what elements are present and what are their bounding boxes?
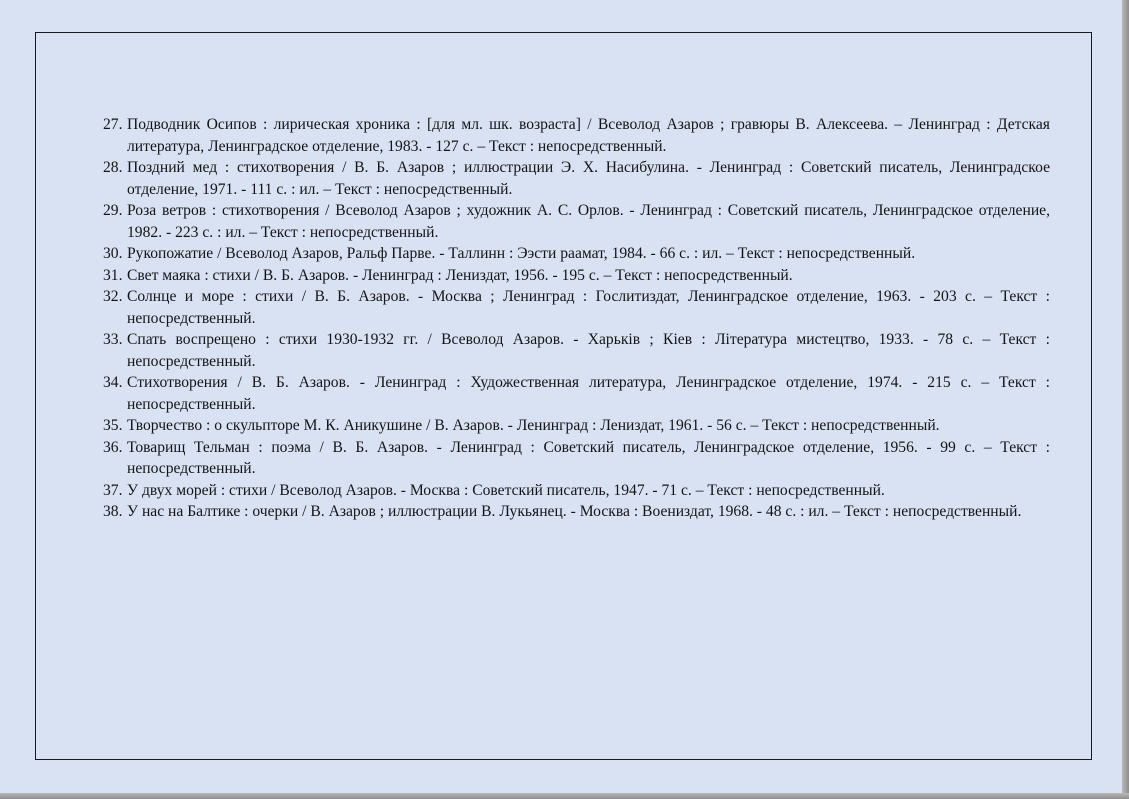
entry-text: Рукопожатие / Всеволод Азаров, Ральф Парве. - Таллинн : Ээсти раамат, 1984. - 66 с. : ил. – Текст : непосредственный.: [127, 245, 916, 262]
entry-number: 33.: [103, 331, 123, 348]
bibliography-entry-34: [103, 372, 1050, 415]
entry-text: У двух морей : стихи / Всеволод Азаров. - Москва : Советский писатель, 1947. - 71 с. – Текст : непосредственный.: [127, 481, 885, 499]
entry-text: Роза ветров : стихотворения / Всеволод Азаров ; художник А. С. Орлов. - Ленинград : Советский писатель, Ленинградское отделение, 1982. - 223 с. : ил. – Текст : непосредственный.: [127, 202, 1050, 241]
entry-text: Подводник Осипов : лирическая хроника : [для мл. шк. возраста] / Всеволод Азаров ; гравюры В. Алексеева. – Ленинград : Детская литература, Ленинградское отделение, 1983. - 127 с. – Текст : непосредственный.: [127, 116, 1050, 155]
entry-number: 30.: [103, 245, 123, 262]
entry-text: Творчество : о скульпторе М. К. Аникушине / В. Азаров. - Ленинград : Лениздат, 1961. - 56 с. – Текст : непосредственный.: [127, 417, 940, 434]
bibliography-entry-27: [103, 114, 1050, 157]
entry-number: 28.: [103, 159, 123, 176]
entry-number: 29.: [103, 202, 123, 219]
bibliography-entry-37: [103, 480, 1050, 502]
entry-number: 27.: [103, 116, 123, 133]
bibliography-entry-35: [103, 415, 1050, 437]
bibliography-list: [103, 114, 1050, 523]
entry-number: 32.: [103, 288, 123, 305]
entry-number: 31.: [103, 266, 123, 284]
bibliography-entry-36: [103, 437, 1050, 480]
entry-number: 38.: [103, 503, 123, 520]
entry-text: Товарищ Тельман : поэма / В. Б. Азаров. - Ленинград : Советский писатель, Ленинградское отделение, 1956. - 99 с. – Текст : непосредственный.: [127, 438, 1050, 477]
entry-text: У нас на Балтике : очерки / В. Азаров ; иллюстрации В. Лукьянец. - Москва : Воениздат, 1968. - 48 с. : ил. – Текст : непосредственный.: [127, 503, 1022, 520]
bibliography-entry-30: [103, 243, 1050, 265]
bibliography-entry-28: [103, 157, 1050, 200]
page-shadow-bottom: [0, 793, 1129, 799]
bibliography-entry-29: [103, 200, 1050, 243]
entry-text: Поздний мед : стихотворения / В. Б. Азаров ; иллюстрации Э. Х. Насибулина. - Ленинград : Советский писатель, Ленинградское отделение, 1971. - 111 с. : ил. – Текст : непосредственный.: [127, 159, 1050, 198]
entry-number: 36.: [103, 438, 123, 456]
entry-text: Спать воспрещено : стихи 1930-1932 гг. / Всеволод Азаров. - Харькiв ; Кiев : Лiтература мистецтво, 1933. - 78 с. – Текст : непосредственный.: [127, 331, 1050, 370]
bibliography-entry-38: [103, 501, 1050, 523]
bibliography-entry-32: [103, 286, 1050, 329]
entry-text: Свет маяка : стихи / В. Б. Азаров. - Ленинград : Лениздат, 1956. - 195 с. – Текст : непосредственный.: [127, 266, 793, 284]
entry-number: 37.: [103, 481, 123, 499]
entry-text: Стихотворения / В. Б. Азаров. - Ленинград : Художественная литература, Ленинградское отделение, 1974. - 215 с. – Текст : непосредственный.: [127, 374, 1050, 413]
entry-number: 34.: [103, 374, 123, 391]
bibliography-entry-33: [103, 329, 1050, 372]
bibliography-entry-31: [103, 265, 1050, 287]
entry-text: Солнце и море : стихи / В. Б. Азаров. - Москва ; Ленинград : Гослитиздат, Ленинградское отделение, 1963. - 203 с. – Текст : непосредственный.: [127, 288, 1050, 327]
page-shadow-right: [1122, 0, 1129, 799]
entry-number: 35.: [103, 417, 123, 434]
